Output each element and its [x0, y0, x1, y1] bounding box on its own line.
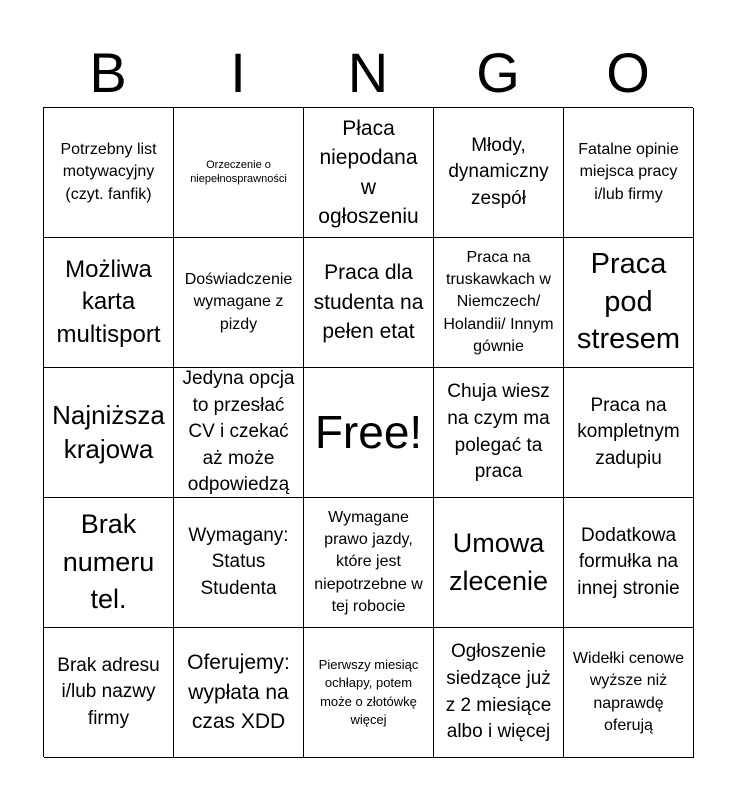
bingo-cell[interactable]: Praca pod stresem	[564, 238, 694, 368]
bingo-cell[interactable]: Pierwszy miesiąc ochłapy, potem może o złotówkę więcej	[304, 628, 434, 758]
bingo-cell[interactable]: Chuja wiesz na czym ma polegać ta praca	[434, 368, 564, 498]
bingo-cell[interactable]: Młody, dynamiczny zespół	[434, 108, 564, 238]
bingo-cell[interactable]: Praca na truskawkach w Niemczech/ Holandii/ Innym gównie	[434, 238, 564, 368]
header-letter-b: B	[89, 41, 127, 104]
bingo-cell[interactable]: Jedyna opcja to przesłać CV i czekać aż może odpowiedzą	[174, 368, 304, 498]
bingo-cell[interactable]: Brak numeru tel.	[44, 498, 174, 628]
bingo-header	[43, 40, 693, 106]
bingo-cell[interactable]: Wymagany: Status Studenta	[174, 498, 304, 628]
bingo-cell[interactable]: Fatalne opinie miejsca pracy i/lub firmy	[564, 108, 694, 238]
bingo-cell[interactable]: Najniższa krajowa	[44, 368, 174, 498]
bingo-cell[interactable]: Oferujemy: wypłata na czas XDD	[174, 628, 304, 758]
bingo-cell[interactable]: Widełki cenowe wyższe niż naprawdę oferują	[564, 628, 694, 758]
bingo-free-cell[interactable]: Free!	[304, 368, 434, 498]
bingo-cell[interactable]: Dodatkowa formułka na innej stronie	[564, 498, 694, 628]
bingo-cell[interactable]: Wymagane prawo jazdy, które jest niepotrzebne w tej robocie	[304, 498, 434, 628]
bingo-cell[interactable]: Orzeczenie o niepełnosprawności	[174, 108, 304, 238]
bingo-board	[43, 107, 693, 757]
bingo-cell[interactable]: Potrzebny list motywacyjny (czyt. fanfik)	[44, 108, 174, 238]
bingo-cell[interactable]: Ogłoszenie siedzące już z 2 miesiące albo i więcej	[434, 628, 564, 758]
header-letter-i: I	[230, 41, 246, 104]
header-letter-n: N	[347, 41, 389, 104]
bingo-cell[interactable]: Doświadczenie wymagane z pizdy	[174, 238, 304, 368]
bingo-cell[interactable]: Brak adresu i/lub nazwy firmy	[44, 628, 174, 758]
bingo-cell[interactable]: Płaca niepodana w ogłoszeniu	[304, 108, 434, 238]
bingo-cell[interactable]: Umowa zlecenie	[434, 498, 564, 628]
header-letter-o: O	[606, 41, 650, 104]
bingo-cell[interactable]: Praca dla studenta na pełen etat	[304, 238, 434, 368]
bingo-cell[interactable]: Praca na kompletnym zadupiu	[564, 368, 694, 498]
header-letter-g: G	[476, 41, 520, 104]
bingo-cell[interactable]: Możliwa karta multisport	[44, 238, 174, 368]
